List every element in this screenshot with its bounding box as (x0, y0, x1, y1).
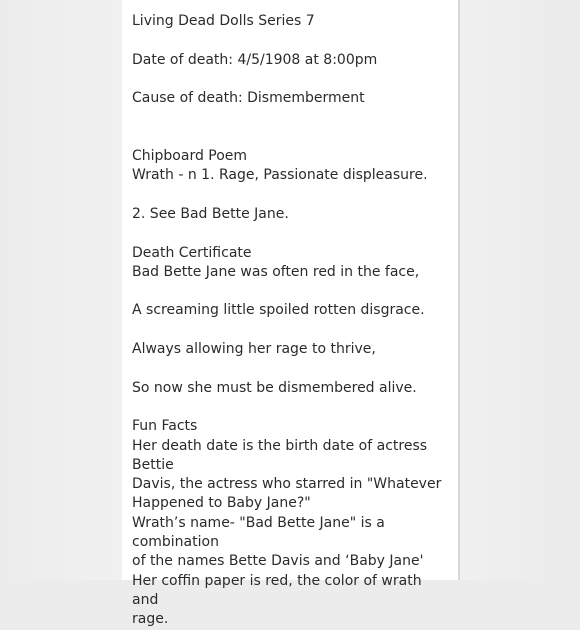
doc-line-spacer (132, 128, 448, 147)
doc-line-spacer (132, 186, 448, 205)
document-text (132, 12, 448, 630)
doc-line-spacer (132, 321, 448, 340)
doc-line-fun-fact-2a: Wrath’s name- "Bad Bette Jane" is a combination (132, 514, 385, 551)
doc-line-see-bad-bette-jane: 2. See Bad Bette Jane. (132, 205, 289, 222)
doc-line-fun-fact-1a: Her death date is the birth date of actress Bettie (132, 437, 428, 473)
doc-line-cause-of-death: Cause of death: Dismemberment (132, 90, 365, 107)
doc-line-fun-fact-3a: Her coffin paper is red, the color of wrath and (132, 572, 422, 608)
doc-line-fun-facts-heading: Fun Facts (132, 418, 198, 435)
doc-line-date-of-death: Date of death: 4/5/1908 at 8:00pm (132, 51, 378, 68)
background-right (460, 0, 580, 580)
doc-line-poem-4: So now she must be dismembered alive. (132, 379, 417, 396)
doc-line-spacer (132, 398, 448, 417)
doc-line-spacer (132, 359, 448, 378)
doc-line-spacer (132, 224, 448, 243)
doc-line-death-certificate-heading: Death Certificate (132, 244, 252, 261)
doc-line-title: Living Dead Dolls Series 7 (132, 13, 315, 29)
doc-line-spacer (132, 108, 448, 127)
doc-line-fun-fact-1b: Davis, the actress who starred in "Whatever (132, 476, 442, 493)
doc-line-fun-fact-1c: Happened to Baby Jane?" (132, 495, 311, 512)
doc-line-poem-2: A screaming little spoiled rotten disgrace. (132, 302, 425, 319)
doc-line-spacer (132, 31, 448, 50)
background-left (0, 0, 122, 580)
doc-line-chipboard-heading: Chipboard Poem (132, 148, 248, 165)
text-panel (122, 0, 460, 628)
doc-line-spacer (132, 70, 448, 89)
doc-line-poem-3: Always allowing her rage to thrive, (132, 341, 376, 358)
doc-line-fun-fact-2b: of the names Bette Davis and ‘Baby Jane' (132, 553, 424, 570)
doc-line-poem-1: Bad Bette Jane was often red in the face, (132, 263, 420, 280)
doc-line-fun-fact-3b: rage. (132, 611, 169, 628)
doc-line-wrath-definition: Wrath - n 1. Rage, Passionate displeasure. (132, 167, 428, 184)
doc-line-spacer (132, 282, 448, 301)
